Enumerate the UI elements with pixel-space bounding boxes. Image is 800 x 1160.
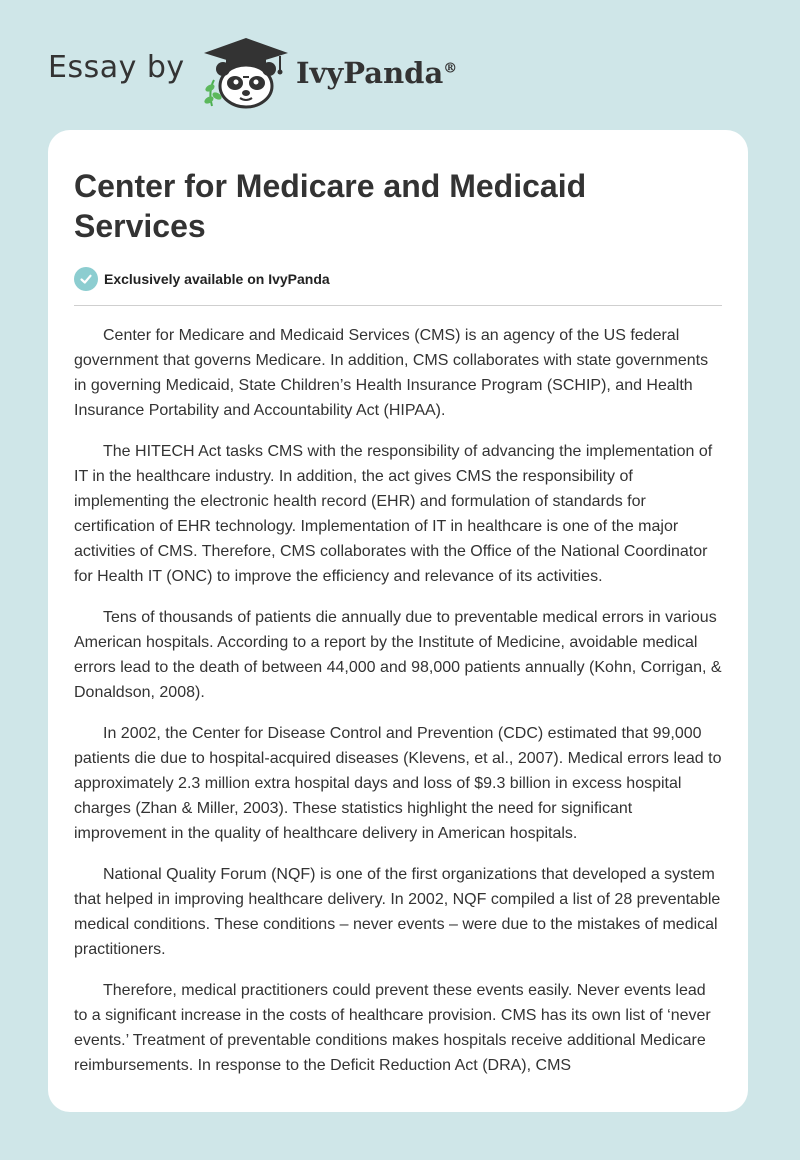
- exclusive-badge-label: Exclusively available on IvyPanda: [104, 271, 330, 287]
- paragraph: National Quality Forum (NQF) is one of the first organizations that developed a system that helped in improving healthcare delivery. In 2002, NQF compiled a list of 28 preventable medical conditions. These conditions – never events – were due to the mistakes of medical practitioners.: [74, 866, 721, 958]
- exclusive-badge: [74, 266, 722, 292]
- page-title: Center for Medicare and Medicaid Services: [74, 168, 587, 244]
- site-header: [0, 0, 800, 130]
- ivypanda-logo-icon[interactable]: [200, 36, 292, 110]
- article-body: [74, 323, 722, 1078]
- paragraph: Center for Medicare and Medicaid Services (CMS) is an agency of the US federal government that governs Medicare. In addition, CMS collaborates with state governments in governing Medicaid, State Children’s Health Insurance Program (SCHIP), and Health Insurance Portability and Accountability Act (HIPAA).: [74, 327, 709, 419]
- article-card: [48, 130, 748, 1112]
- check-icon: [74, 267, 98, 291]
- paragraph: The HITECH Act tasks CMS with the responsibility of advancing the implementation of IT in the healthcare industry. In addition, the act gives CMS the responsibility of implementing the electronic health record (EHR) and formulation of standards for certification of EHR technology. Implementation of IT in healthcare is one of the major activities of CMS. Therefore, CMS collaborates with the Office of the National Coordinator for Health IT (ONC) to improve the efficiency and relevance of its activities.: [74, 443, 713, 585]
- divider: [74, 305, 722, 306]
- paragraph: Tens of thousands of patients die annually due to preventable medical errors in various American hospitals. According to a report by the Institute of Medicine, avoidable medical errors lead to the death of between 44,000 and 98,000 patients annually (Kohn, Corrigan, & Donaldson, 2008).: [74, 609, 722, 701]
- paragraph: In 2002, the Center for Disease Control and Prevention (CDC) estimated that 99,000 patients die due to hospital-acquired diseases (Klevens, et al., 2007). Medical errors lead to approximately 2.3 million extra hospital days and loss of $9.3 billion in excess hospital charges (Zhan & Miller, 2003). These statistics highlight the need for significant improvement in the quality of healthcare delivery in American hospitals.: [74, 725, 722, 842]
- essay-by-label: Essay by: [48, 50, 185, 85]
- paragraph: Therefore, medical practitioners could prevent these events easily. Never events lead to a significant increase in the costs of healthcare provision. CMS has its own list of ‘never events.’ Treatment of preventable conditions makes hospitals receive additional Medicare reimbursements. In response to the Deficit Reduction Act (DRA), CMS: [74, 982, 711, 1074]
- registered-mark: ®: [443, 60, 458, 77]
- brand-name[interactable]: IvyPanda®: [296, 56, 458, 90]
